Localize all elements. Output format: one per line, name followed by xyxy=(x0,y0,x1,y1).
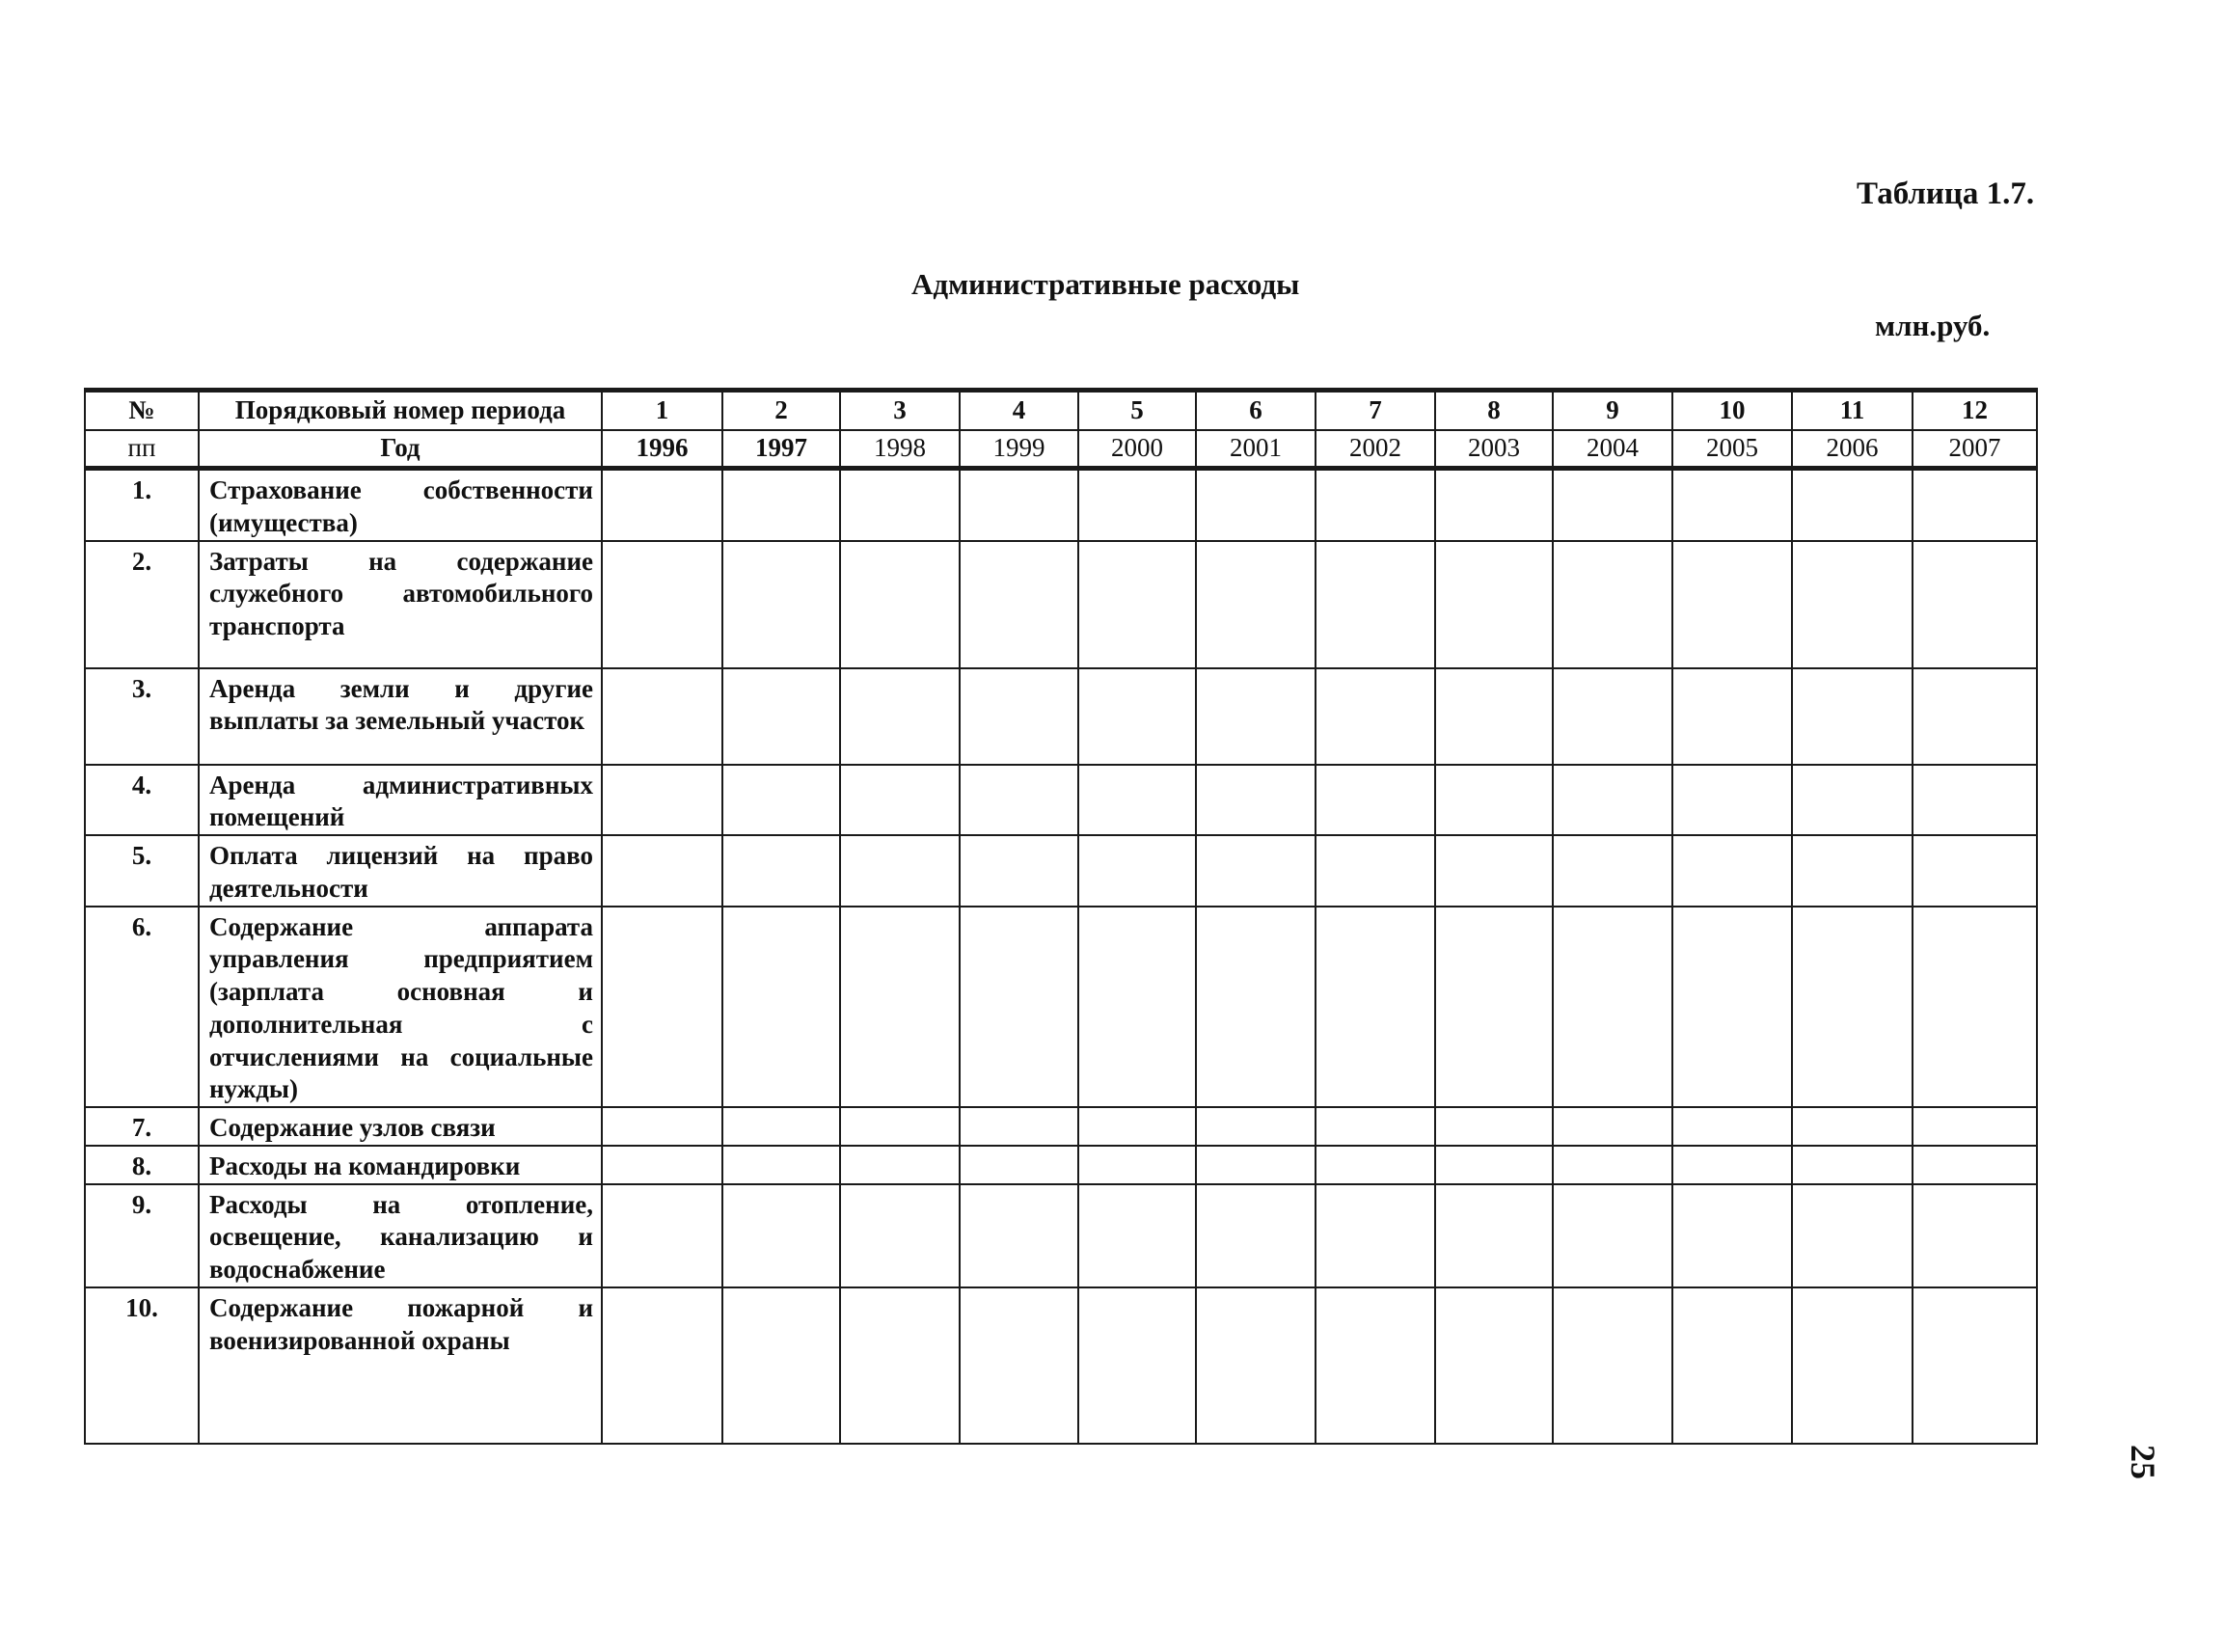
year-cell: 1998 xyxy=(840,430,960,469)
value-cell xyxy=(1553,469,1672,541)
row-label: Оплата лицензий на право деятельности xyxy=(199,835,602,907)
table-row xyxy=(85,1287,2037,1444)
value-cell xyxy=(840,668,960,765)
value-cell xyxy=(1078,1287,1196,1444)
row-label: Затраты на содержание служебного автомобильного транспорта xyxy=(199,541,602,668)
value-cell xyxy=(1316,1146,1435,1184)
value-cell xyxy=(1196,1107,1316,1146)
value-cell xyxy=(1913,1146,2037,1184)
value-cell xyxy=(1672,907,1792,1108)
value-cell xyxy=(1316,541,1435,668)
value-cell xyxy=(722,765,840,836)
period-cell: 8 xyxy=(1435,391,1553,431)
value-cell xyxy=(722,1184,840,1287)
value-cell xyxy=(1913,765,2037,836)
table-title: Административные расходы xyxy=(911,267,1300,301)
value-cell xyxy=(602,835,722,907)
value-cell xyxy=(722,1287,840,1444)
value-cell xyxy=(602,765,722,836)
page-number: 25 xyxy=(2124,1445,2162,1479)
row-number: 8. xyxy=(85,1146,199,1184)
value-cell xyxy=(1316,1184,1435,1287)
value-cell xyxy=(960,1184,1078,1287)
units-label: млн.руб. xyxy=(1875,309,1991,342)
value-cell xyxy=(1435,1146,1553,1184)
value-cell xyxy=(1078,1107,1196,1146)
row-number: 3. xyxy=(85,668,199,765)
num-col-header: № xyxy=(85,391,199,431)
period-cell: 9 xyxy=(1553,391,1672,431)
year-cell: 2006 xyxy=(1792,430,1913,469)
value-cell xyxy=(1553,835,1672,907)
year-cell: 1996 xyxy=(602,430,722,469)
value-cell xyxy=(840,469,960,541)
table-row xyxy=(85,1184,2037,1287)
table-row xyxy=(85,668,2037,765)
value-cell xyxy=(840,1146,960,1184)
value-cell xyxy=(960,765,1078,836)
value-cell xyxy=(1316,469,1435,541)
value-cell xyxy=(1316,668,1435,765)
value-cell xyxy=(1553,765,1672,836)
year-header-row xyxy=(85,430,2037,469)
value-cell xyxy=(722,541,840,668)
value-cell xyxy=(1672,1107,1792,1146)
value-cell xyxy=(1672,1146,1792,1184)
table-row xyxy=(85,1146,2037,1184)
period-cell: 11 xyxy=(1792,391,1913,431)
period-row-label: Порядковый номер периода xyxy=(199,391,602,431)
value-cell xyxy=(602,469,722,541)
value-cell xyxy=(1672,1287,1792,1444)
value-cell xyxy=(1672,765,1792,836)
value-cell xyxy=(1316,835,1435,907)
value-cell xyxy=(1792,835,1913,907)
value-cell xyxy=(1553,1287,1672,1444)
table-row xyxy=(85,765,2037,836)
period-cell: 2 xyxy=(722,391,840,431)
value-cell xyxy=(1672,1184,1792,1287)
value-cell xyxy=(722,668,840,765)
value-cell xyxy=(1913,668,2037,765)
value-cell xyxy=(1792,1184,1913,1287)
table-row xyxy=(85,835,2037,907)
value-cell xyxy=(1913,1184,2037,1287)
table-row xyxy=(85,469,2037,541)
value-cell xyxy=(1435,835,1553,907)
value-cell xyxy=(1435,469,1553,541)
value-cell xyxy=(1913,1287,2037,1444)
row-label: Аренда административных помещений xyxy=(199,765,602,836)
period-cell: 10 xyxy=(1672,391,1792,431)
year-row-label: Год xyxy=(199,430,602,469)
table-row xyxy=(85,907,2037,1108)
value-cell xyxy=(1196,835,1316,907)
value-cell xyxy=(1553,668,1672,765)
period-cell: 3 xyxy=(840,391,960,431)
year-cell: 2003 xyxy=(1435,430,1553,469)
value-cell xyxy=(1078,1146,1196,1184)
row-number: 10. xyxy=(85,1287,199,1444)
value-cell xyxy=(1435,765,1553,836)
value-cell xyxy=(1913,1107,2037,1146)
value-cell xyxy=(1792,1146,1913,1184)
value-cell xyxy=(1672,541,1792,668)
value-cell xyxy=(722,1107,840,1146)
period-cell: 4 xyxy=(960,391,1078,431)
table-body xyxy=(85,469,2037,1444)
row-number: 1. xyxy=(85,469,199,541)
value-cell xyxy=(1792,541,1913,668)
value-cell xyxy=(1792,1287,1913,1444)
year-cell: 2000 xyxy=(1078,430,1196,469)
value-cell xyxy=(1553,1107,1672,1146)
period-cell: 5 xyxy=(1078,391,1196,431)
value-cell xyxy=(960,541,1078,668)
value-cell xyxy=(722,469,840,541)
value-cell xyxy=(1196,1184,1316,1287)
value-cell xyxy=(1078,541,1196,668)
value-cell xyxy=(1792,469,1913,541)
value-cell xyxy=(602,668,722,765)
value-cell xyxy=(1792,765,1913,836)
value-cell xyxy=(1196,765,1316,836)
value-cell xyxy=(1078,1184,1196,1287)
row-number: 5. xyxy=(85,835,199,907)
value-cell xyxy=(1435,907,1553,1108)
value-cell xyxy=(1435,668,1553,765)
value-cell xyxy=(1196,1146,1316,1184)
value-cell xyxy=(1553,907,1672,1108)
year-cell: 2001 xyxy=(1196,430,1316,469)
year-cell: 2004 xyxy=(1553,430,1672,469)
period-cell: 6 xyxy=(1196,391,1316,431)
period-cell: 12 xyxy=(1913,391,2037,431)
value-cell xyxy=(840,907,960,1108)
year-cell: 1999 xyxy=(960,430,1078,469)
value-cell xyxy=(1672,469,1792,541)
value-cell xyxy=(960,1287,1078,1444)
value-cell xyxy=(960,835,1078,907)
value-cell xyxy=(602,1184,722,1287)
value-cell xyxy=(1792,668,1913,765)
value-cell xyxy=(1196,907,1316,1108)
row-number: 9. xyxy=(85,1184,199,1287)
row-label: Расходы на отопление, освещение, канализацию и водоснабжение xyxy=(199,1184,602,1287)
row-label: Содержание аппарата управления предприятием (зарплата основная и дополнительная с отчислениями на социальные нужды) xyxy=(199,907,602,1108)
row-number: 7. xyxy=(85,1107,199,1146)
value-cell xyxy=(1196,541,1316,668)
period-header-row xyxy=(85,391,2037,431)
table-number: Таблица 1.7. xyxy=(1857,176,2035,211)
value-cell xyxy=(1196,668,1316,765)
value-cell xyxy=(1078,469,1196,541)
value-cell xyxy=(722,1146,840,1184)
value-cell xyxy=(722,907,840,1108)
table-row xyxy=(85,541,2037,668)
row-label: Аренда земли и другие выплаты за земельный участок xyxy=(199,668,602,765)
value-cell xyxy=(602,1107,722,1146)
value-cell xyxy=(1316,1107,1435,1146)
year-cell: 1997 xyxy=(722,430,840,469)
value-cell xyxy=(722,835,840,907)
value-cell xyxy=(1316,907,1435,1108)
value-cell xyxy=(1553,1146,1672,1184)
value-cell xyxy=(1792,907,1913,1108)
value-cell xyxy=(840,1287,960,1444)
value-cell xyxy=(602,907,722,1108)
row-number: 2. xyxy=(85,541,199,668)
value-cell xyxy=(1435,541,1553,668)
value-cell xyxy=(602,1146,722,1184)
row-label: Содержание пожарной и военизированной охраны xyxy=(199,1287,602,1444)
period-cell: 1 xyxy=(602,391,722,431)
value-cell xyxy=(1913,907,2037,1108)
value-cell xyxy=(1913,541,2037,668)
value-cell xyxy=(602,1287,722,1444)
row-label: Расходы на командировки xyxy=(199,1146,602,1184)
value-cell xyxy=(1553,541,1672,668)
value-cell xyxy=(1553,1184,1672,1287)
value-cell xyxy=(840,541,960,668)
row-number: 6. xyxy=(85,907,199,1108)
value-cell xyxy=(1792,1107,1913,1146)
row-label: Содержание узлов связи xyxy=(199,1107,602,1146)
value-cell xyxy=(1672,668,1792,765)
value-cell xyxy=(960,469,1078,541)
value-cell xyxy=(1078,765,1196,836)
year-cell: 2002 xyxy=(1316,430,1435,469)
value-cell xyxy=(1913,835,2037,907)
row-label: Страхование собственности (имущества) xyxy=(199,469,602,541)
row-number: 4. xyxy=(85,765,199,836)
value-cell xyxy=(1672,835,1792,907)
period-cell: 7 xyxy=(1316,391,1435,431)
value-cell xyxy=(1316,765,1435,836)
value-cell xyxy=(1435,1107,1553,1146)
value-cell xyxy=(1316,1287,1435,1444)
value-cell xyxy=(840,1107,960,1146)
expenses-table xyxy=(84,388,2038,1445)
value-cell xyxy=(840,765,960,836)
value-cell xyxy=(1078,835,1196,907)
value-cell xyxy=(1435,1287,1553,1444)
year-cell: 2005 xyxy=(1672,430,1792,469)
value-cell xyxy=(1078,907,1196,1108)
value-cell xyxy=(960,907,1078,1108)
value-cell xyxy=(1078,668,1196,765)
value-cell xyxy=(1913,469,2037,541)
value-cell xyxy=(960,668,1078,765)
value-cell xyxy=(602,541,722,668)
value-cell xyxy=(960,1146,1078,1184)
num-col-subheader: пп xyxy=(85,430,199,469)
value-cell xyxy=(1435,1184,1553,1287)
value-cell xyxy=(840,1184,960,1287)
value-cell xyxy=(1196,1287,1316,1444)
year-cell: 2007 xyxy=(1913,430,2037,469)
value-cell xyxy=(1196,469,1316,541)
value-cell xyxy=(840,835,960,907)
value-cell xyxy=(960,1107,1078,1146)
table-row xyxy=(85,1107,2037,1146)
